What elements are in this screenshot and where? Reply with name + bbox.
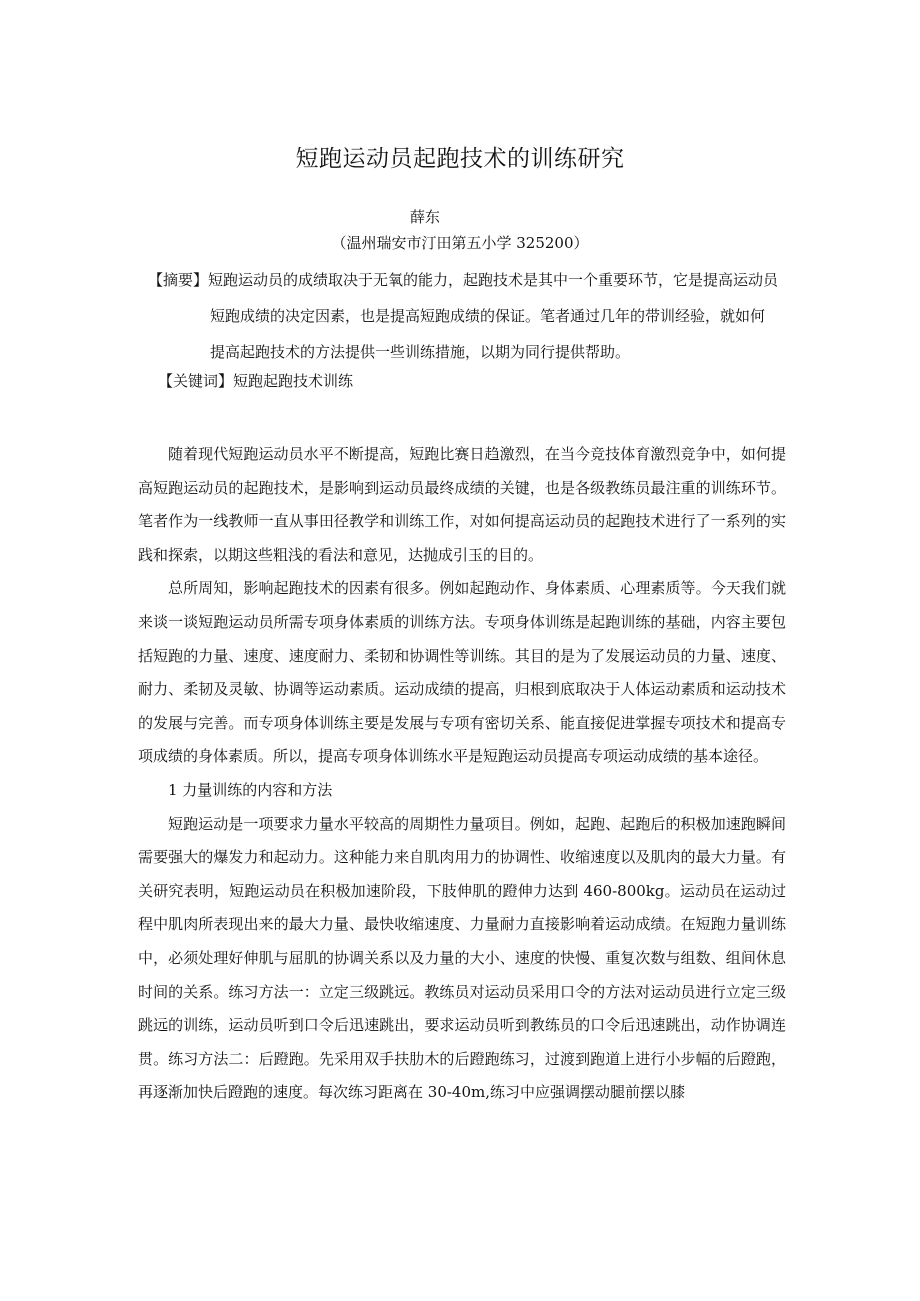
keywords-label: 【关键词】 bbox=[158, 372, 234, 390]
abstract-text-1: 短跑运动员的成绩取决于无氧的能力，起跑技术是其中一个重要环节，它是提高运动员 bbox=[208, 271, 779, 289]
body-paragraph-intro: 随着现代短跑运动员水平不断提高，短跑比赛日趋激烈，在当今竞技体育激烈竞争中，如何提高短跑运动员的起跑技术，是影响到运动员最终成绩的关键，也是各级教练员最注重的训练环节。笔者作为一线教师一直从事田径教学和训练工作，对如何提高运动员的起跑技术进行了一系列的实践和探索，以期这些粗浅的看法和意见，达抛成引玉的目的。 bbox=[138, 445, 786, 564]
body-text bbox=[138, 438, 786, 1110]
abstract-line-2: 短跑成绩的决定因素，也是提高短跑成绩的保证。笔者通过几年的带训经验，就如何 bbox=[210, 307, 766, 325]
keywords-block bbox=[158, 370, 353, 391]
abstract-line-3: 提高起跑技术的方法提供一些训练措施，以期为同行提供帮助。 bbox=[210, 343, 631, 361]
abstract-block bbox=[148, 262, 788, 370]
abstract-line-1 bbox=[148, 262, 788, 298]
section-heading-1: 1 力量训练的内容和方法 bbox=[168, 780, 333, 799]
abstract-label: 【摘要】 bbox=[148, 271, 209, 289]
keywords-text: 短跑起跑技术训练 bbox=[233, 372, 354, 390]
author-affiliation: （温州瑞安市汀田第五小学 325200） bbox=[331, 234, 589, 252]
body-paragraph-factors: 总所周知，影响起跑技术的因素有很多。例如起跑动作、身体素质、心理素质等。今天我们就来谈一谈短跑运动员所需专项身体素质的训练方法。专项身体训练是起跑训练的基础，内容主要包括短跑的力量、速度、速度耐力、柔韧和协调性等训练。其目的是为了发展运动员的力量、速度、耐力、柔韧及灵敏、协调等运动素质。运动成绩的提高，归根到底取决于人体运动素质和运动技术的发展与完善。而专项身体训练主要是发展与专项有密切关系、能直接促进掌握专项技术和提高专项成绩的身体素质。所以，提高专项身体训练水平是短跑运动员提高专项运动成绩的基本途径。 bbox=[138, 579, 786, 766]
author-name: 薛东 bbox=[409, 208, 440, 226]
body-paragraph-strength: 短跑运动是一项要求力量水平较高的周期性力量项目。例如，起跑、起跑后的积极加速跑瞬间需要强大的爆发力和起动力。这种能力来自肌肉用力的协调性、收缩速度以及肌肉的最大力量。有关研究表明，短跑运动员在积极加速阶段，下肢伸肌的蹬伸力达到 460-800kg。运动员在运动过程中肌肉所表现出来的最大力量、最快收缩速度、力量耐力直接影响着运动成绩。在短跑力量训练中，必须处理好伸肌与屈肌的协调关系以及力量的大小、速度的快慢、重复次数与组数、组间休息时间的关系。练习方法一：立定三级跳远。教练员对运动员采用口令的方法对运动员进行立定三级跳远的训练，运动员听到口令后迅速跳出，要求运动员听到教练员的口令后迅速跳出，动作协调连贯。练习方法二：后蹬跑。先采用双手扶肋木的后蹬跑练习，过渡到跑道上进行小步幅的后蹬跑，再逐渐加快后蹬跑的速度。每次练习距离在 30-40m,练习中应强调摆动腿前摆以膝 bbox=[138, 814, 786, 1102]
paper-title: 短跑运动员起跑技术的训练研究 bbox=[295, 146, 625, 172]
